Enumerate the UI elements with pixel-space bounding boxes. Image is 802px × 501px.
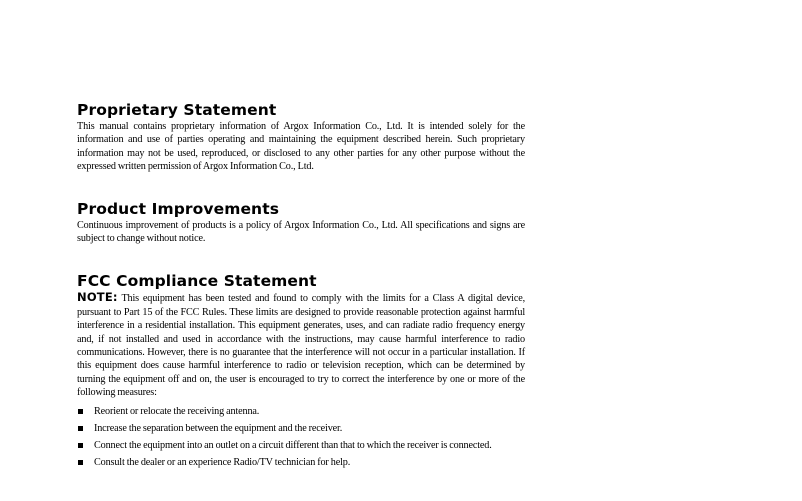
proprietary-statement-body: This manual contains proprietary information of Argox Information Co., Ltd. It is intended solely for the information and use of parties operating and maintaining the equipment described herein. Such proprietary information may not be used, reproduced, or disclosed to any other parties for any other purpose without the expressed written permission of Argox Information Co., Ltd. (77, 121, 525, 173)
product-improvements-body: Continuous improvement of products is a policy of Argox Information Co., Ltd. All specifications and signs are subject to change without notice. (77, 219, 525, 245)
product-improvements-section (77, 200, 525, 246)
fcc-compliance-body (77, 291, 525, 399)
list-item (77, 421, 525, 437)
list-item-text: Increase the separation between the equipment and the receiver. (94, 422, 343, 434)
note-label: NOTE: (77, 290, 118, 305)
list-item-text: Reorient or relocate the receiving antenna. (94, 405, 260, 417)
product-improvements-heading: Product Improvements (77, 199, 280, 218)
list-item (77, 404, 525, 420)
list-item-text: Consult the dealer or an experience Radio/TV technician for help. (94, 456, 351, 468)
bullet-square-icon (78, 443, 83, 448)
proprietary-statement-section (77, 101, 525, 174)
list-item (77, 455, 525, 471)
proprietary-statement-heading: Proprietary Statement (77, 101, 277, 119)
list-item (77, 438, 525, 454)
fcc-measures-list (77, 404, 525, 471)
fcc-compliance-heading: FCC Compliance Statement (77, 272, 317, 291)
fcc-compliance-section (77, 272, 525, 470)
list-item-text: Connect the equipment into an outlet on a circuit different than that to which the receiver is connected. (94, 439, 492, 451)
document-page (77, 101, 525, 472)
bullet-square-icon (78, 409, 83, 414)
fcc-note-text: This equipment has been tested and found to comply with the limits for a Class A digital device, pursuant to Part 15 of the FCC Rules. These limits are designed to provide reasonable protection against harmful interference in a residential installation. This equipment generates, uses, and can radiate radio frequency energy and, if not installed and used in accordance with the instructions, may cause harmful interference to radio communications. However, there is no guarantee that the interference will not occur in a particular installation. If this equipment does cause harmful interference to radio or television reception, which can be determined by turning the equipment off and on, the user is encouraged to try to correct the interference by one or more of the following measures: (77, 293, 525, 399)
bullet-square-icon (78, 426, 83, 431)
bullet-square-icon (78, 460, 83, 465)
